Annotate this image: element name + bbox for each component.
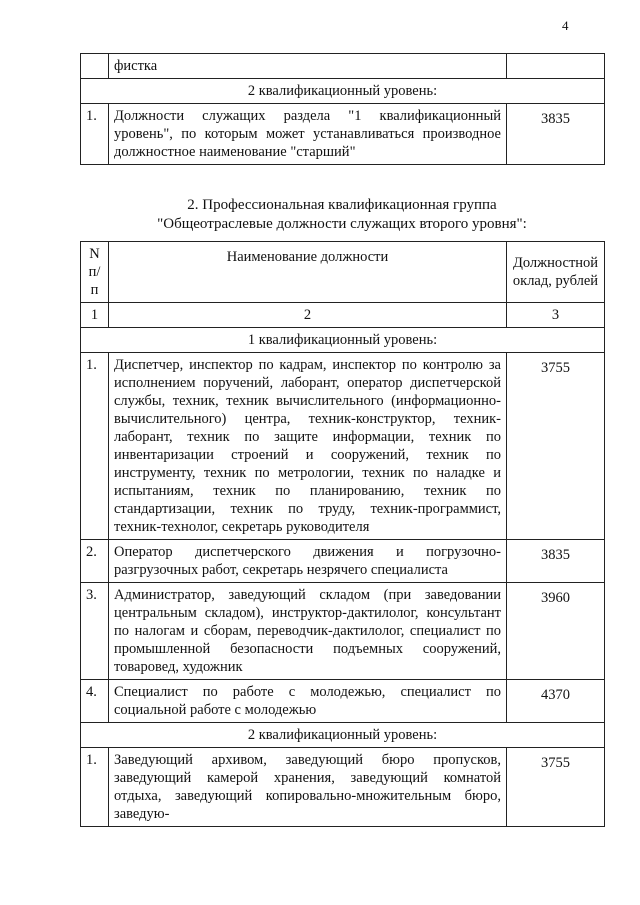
level-heading: 2 квалификационный уровень: <box>81 723 605 748</box>
position-name: Специалист по работе с молодежью, специалист по социальной работе с молодежью <box>109 680 507 723</box>
position-name: Заведующий архивом, заведующий бюро пропусков, заведующий камерой хранения, заведующий комнатой отдыха, заведующий копировально-множительным бюро, заведую- <box>109 748 507 827</box>
row-number: 1. <box>81 104 109 165</box>
salary-value: 3835 <box>507 540 605 583</box>
salary-value: 3835 <box>507 104 605 165</box>
level-row <box>81 79 605 104</box>
row-number <box>81 54 109 79</box>
level-row <box>81 723 605 748</box>
row-number: 2. <box>81 540 109 583</box>
salary-value: 4370 <box>507 680 605 723</box>
level-row <box>81 328 605 353</box>
row-number: 3. <box>81 583 109 680</box>
salary-table-continued <box>80 53 605 165</box>
page-number: 4 <box>562 18 569 33</box>
position-name: Должности служащих раздела "1 квалификационный уровень", по которым может устанавливаться производное должностное наименование "старший" <box>109 104 507 165</box>
row-number: 1. <box>81 353 109 540</box>
table-row <box>81 353 605 540</box>
level-heading: 1 квалификационный уровень: <box>81 328 605 353</box>
salary-table <box>80 241 605 827</box>
table-row <box>81 583 605 680</box>
position-name: Диспетчер, инспектор по кадрам, инспектор по контролю за исполнением поручений, лаборант, оператор диспетчерской службы, техник, техник вычислительного (информационно-вычислительного) центра, техник-конструктор, техник-лаборант, техник по защите информации, техник по инвентаризации строений и сооружений, техник по инструменту, техник по метрологии, техник по наладке и испытаниям, техник по планированию, техник по стандартизации, техник по труду, техник-программист, техник-технолог, секретарь руководителя <box>109 353 507 540</box>
header-name: Наименование должности <box>109 242 507 303</box>
position-name: Администратор, заведующий складом (при заведовании центральным складом), инструктор-дактилолог, консультант по налогам и сборам, переводчик-дактилолог, специалист по промышленной безопасности подъемных сооружений, товаровед, художник <box>109 583 507 680</box>
salary-value: 3755 <box>507 353 605 540</box>
col-number-3: 3 <box>507 303 605 328</box>
position-name: фистка <box>109 54 507 79</box>
header-num: N п/п <box>81 242 109 303</box>
table-header-row <box>81 242 605 303</box>
table-row <box>81 54 605 79</box>
table-row <box>81 540 605 583</box>
row-number: 4. <box>81 680 109 723</box>
salary-value: 3960 <box>507 583 605 680</box>
column-numbers-row <box>81 303 605 328</box>
level-heading: 2 квалификационный уровень: <box>81 79 605 104</box>
salary-value <box>507 54 605 79</box>
table-row <box>81 680 605 723</box>
table-row <box>81 748 605 827</box>
section-title-line-1: 2. Профессиональная квалификационная группа <box>187 197 497 213</box>
salary-value: 3755 <box>507 748 605 827</box>
col-number-1: 1 <box>81 303 109 328</box>
col-number-2: 2 <box>109 303 507 328</box>
section-title-line-2: "Общеотраслевые должности служащих второго уровня": <box>157 216 527 232</box>
section-title <box>80 196 604 234</box>
position-name: Оператор диспетчерского движения и погрузочно-разгрузочных работ, секретарь незрячего специалиста <box>109 540 507 583</box>
row-number: 1. <box>81 748 109 827</box>
header-salary: Должностной оклад, рублей <box>507 242 605 303</box>
table-row <box>81 104 605 165</box>
